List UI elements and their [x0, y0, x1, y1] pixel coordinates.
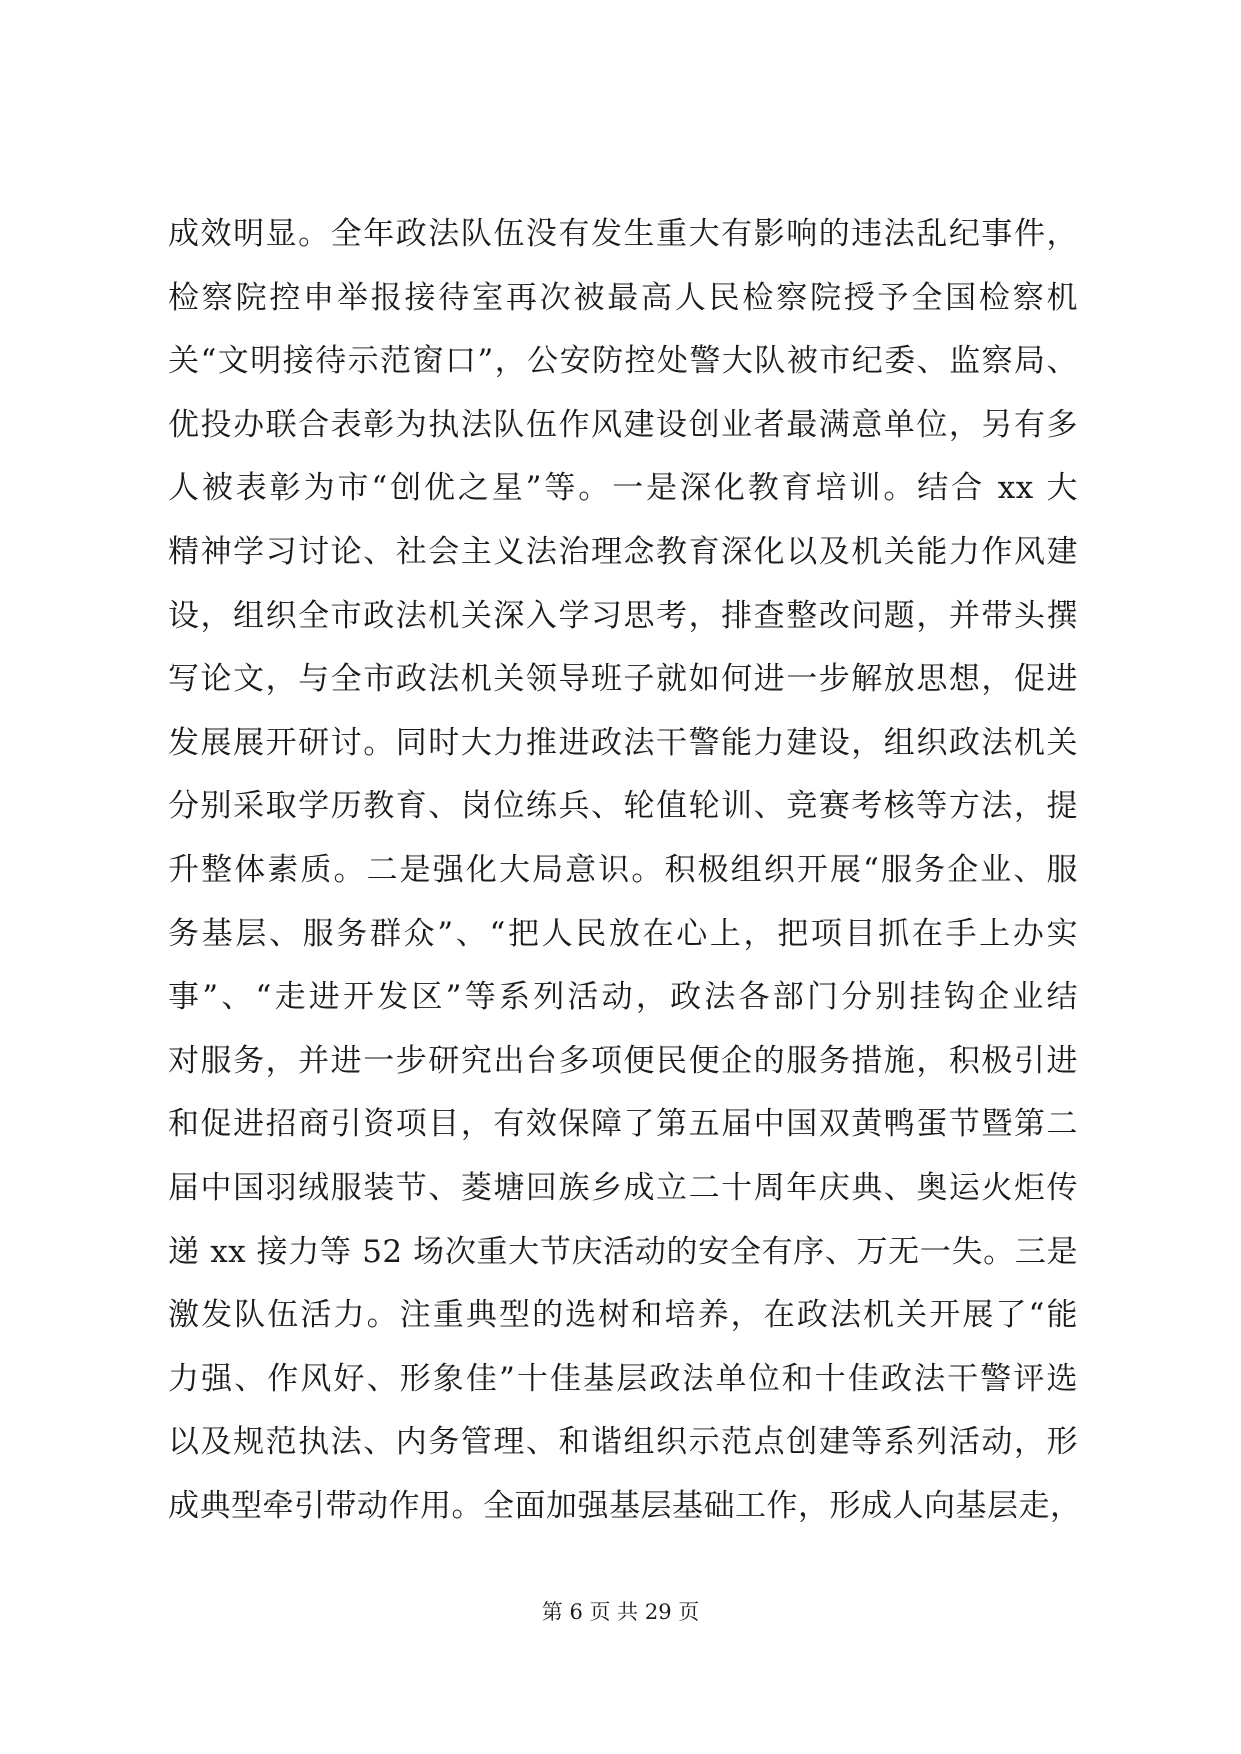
text-line: 务基层、服务群众”、“把人民放在心上，把项目抓在手上办实 [168, 915, 1078, 952]
body-paragraph [168, 203, 1082, 1538]
text-line: 写论文，与全市政法机关领导班子就如何进一步解放思想，促进 [168, 661, 1078, 698]
text-line: 递 xx 接力等 52 场次重大节庆活动的安全有序、万无一失。三是 [168, 1233, 1078, 1270]
text-line: 关“文明接待示范窗口”，公安防控处警大队被市纪委、监察局、 [168, 343, 1078, 380]
text-line: 成效明显。全年政法队伍没有发生重大有影响的违法乱纪事件， [168, 216, 1078, 252]
text-line: 优投办联合表彰为执法队伍作风建设创业者最满意单位，另有多 [168, 406, 1078, 443]
text-line: 分别采取学历教育、岗位练兵、轮值轮训、竞赛考核等方法，提 [168, 788, 1078, 825]
text-line: 检察院控申举报接待室再次被最高人民检察院授予全国检察机 [168, 279, 1078, 316]
text-line: 届中国羽绒服装节、菱塘回族乡成立二十周年庆典、奥运火炬传 [168, 1169, 1078, 1206]
text-line: 设，组织全市政法机关深入学习思考，排查整改问题，并带头撰 [168, 597, 1078, 634]
text-line: 激发队伍活力。注重典型的选树和培养，在政法机关开展了“能 [168, 1297, 1078, 1334]
text-line: 以及规范执法、内务管理、和谐组织示范点创建等系列活动，形 [168, 1424, 1078, 1461]
text-line: 发展展开研讨。同时大力推进政法干警能力建设，组织政法机关 [168, 724, 1078, 761]
text-line: 人被表彰为市“创优之星”等。一是深化教育培训。结合 xx 大 [168, 470, 1078, 507]
text-line: 对服务，并进一步研究出台多项便民便企的服务措施，积极引进 [168, 1042, 1078, 1079]
page-number-footer: 第 6 页 共 29 页 [541, 1600, 700, 1624]
text-line: 升整体素质。二是强化大局意识。积极组织开展“服务企业、服 [168, 851, 1078, 888]
text-line: 力强、作风好、形象佳”十佳基层政法单位和十佳政法干警评选 [168, 1360, 1078, 1397]
text-line: 精神学习讨论、社会主义法治理念教育深化以及机关能力作风建 [168, 533, 1078, 570]
text-line: 成典型牵引带动作用。全面加强基层基础工作，形成人向基层走， [168, 1487, 1082, 1524]
text-line: 事”、“走进开发区”等系列活动，政法各部门分别挂钩企业结 [168, 979, 1078, 1016]
text-line: 和促进招商引资项目，有效保障了第五届中国双黄鸭蛋节暨第二 [168, 1106, 1078, 1143]
